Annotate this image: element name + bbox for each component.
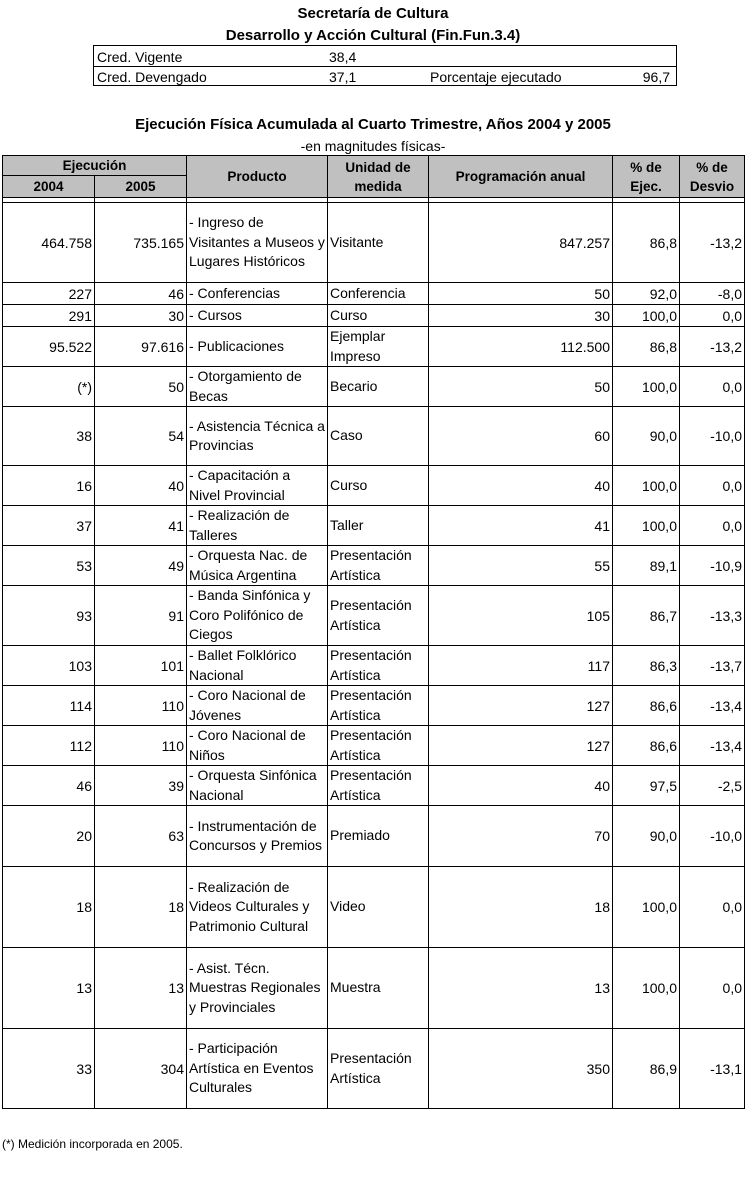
cell-desvio: 0,0 [680,367,745,407]
table-row [3,367,745,407]
cell-y2005: 41 [95,506,187,546]
cell-unidad: Becario [328,367,429,407]
cell-programacion: 40 [429,466,613,506]
table-row [3,546,745,586]
cell-desvio: -13,4 [680,726,745,766]
cell-programacion: 30 [429,305,613,327]
cell-programacion: 18 [429,867,613,948]
cell-y2005: 40 [95,466,187,506]
cell-y2005: 18 [95,867,187,948]
header-ejecucion: Ejecución [3,156,187,176]
cell-unidad: Video [328,867,429,948]
credits-row-devengado [94,66,676,86]
cell-unidad: Presentación Artística [328,1029,429,1109]
cell-ejec: 92,0 [613,283,680,305]
cell-y2004: 46 [3,766,95,806]
credit-vigente-label: Cred. Vigente [97,49,183,65]
table-row [3,586,745,646]
cell-ejec: 86,8 [613,327,680,367]
cell-y2004: 103 [3,646,95,686]
cell-programacion: 41 [429,506,613,546]
footnote: (*) Medición incorporada en 2005. [2,1137,183,1151]
cell-unidad: Taller [328,506,429,546]
table-row [3,867,745,948]
cell-y2004: 53 [3,546,95,586]
table-row [3,1029,745,1109]
cell-desvio: 0,0 [680,305,745,327]
cell-y2005: 50 [95,367,187,407]
cell-desvio: -2,5 [680,766,745,806]
cell-ejec: 86,6 [613,726,680,766]
cell-ejec: 90,0 [613,806,680,867]
table-row [3,327,745,367]
cell-ejec: 86,8 [613,203,680,283]
cell-producto: - Publicaciones [187,327,328,367]
cell-unidad: Conferencia [328,283,429,305]
table-row [3,203,745,283]
cell-desvio: -8,0 [680,283,745,305]
cell-unidad: Curso [328,305,429,327]
cell-producto: - Otorgamiento de Becas [187,367,328,407]
table-title: Ejecución Física Acumulada al Cuarto Trimestre, Años 2004 y 2005 [135,116,611,133]
document-subtitle: Desarrollo y Acción Cultural (Fin.Fun.3.4) [225,27,521,44]
cell-producto: - Asist. Técn. Muestras Regionales y Provinciales [187,948,328,1029]
header-2005: 2005 [95,176,187,198]
cell-producto: - Participación Artística en Eventos Culturales [187,1029,328,1109]
porcentaje-value: 96,7 [642,69,670,85]
cell-unidad: Presentación Artística [328,546,429,586]
cell-unidad: Premiado [328,806,429,867]
cell-producto: - Realización de Talleres [187,506,328,546]
cell-y2004: 20 [3,806,95,867]
cell-ejec: 90,0 [613,407,680,466]
cell-y2005: 30 [95,305,187,327]
cell-programacion: 40 [429,766,613,806]
credit-vigente-value: 38,4 [329,49,357,65]
table-row [3,506,745,546]
credit-devengado-value: 37,1 [329,69,357,85]
table-row [3,283,745,305]
cell-y2005: 304 [95,1029,187,1109]
cell-ejec: 86,6 [613,686,680,726]
cell-desvio: 0,0 [680,948,745,1029]
cell-programacion: 60 [429,407,613,466]
cell-desvio: -13,4 [680,686,745,726]
cell-producto: - Asistencia Técnica a Provincias [187,407,328,466]
cell-producto: - Coro Nacional de Jóvenes [187,686,328,726]
table-row [3,305,745,327]
cell-y2005: 46 [95,283,187,305]
cell-programacion: 847.257 [429,203,613,283]
cell-desvio: -10,0 [680,407,745,466]
porcentaje-label: Porcentaje ejecutado [430,69,562,85]
cell-ejec: 97,5 [613,766,680,806]
header-2004: 2004 [3,176,95,198]
cell-y2004: 18 [3,867,95,948]
cell-unidad: Visitante [328,203,429,283]
execution-table [2,155,745,1109]
cell-y2005: 54 [95,407,187,466]
cell-programacion: 55 [429,546,613,586]
cell-producto: - Cursos [187,305,328,327]
cell-ejec: 86,3 [613,646,680,686]
table-row [3,766,745,806]
cell-y2005: 49 [95,546,187,586]
cell-desvio: 0,0 [680,506,745,546]
cell-y2004: 227 [3,283,95,305]
cell-unidad: Caso [328,407,429,466]
cell-ejec: 100,0 [613,367,680,407]
cell-ejec: 100,0 [613,948,680,1029]
credit-devengado-label: Cred. Devengado [97,69,207,85]
cell-ejec: 86,9 [613,1029,680,1109]
cell-y2005: 39 [95,766,187,806]
cell-y2004: (*) [3,367,95,407]
cell-ejec: 100,0 [613,506,680,546]
cell-ejec: 86,7 [613,586,680,646]
header-producto: Producto [187,156,328,198]
credits-row-vigente [94,46,676,67]
table-row [3,948,745,1029]
table-body [3,198,745,1109]
cell-producto: - Banda Sinfónica y Coro Polifónico de Ciegos [187,586,328,646]
cell-desvio: -10,9 [680,546,745,586]
table-row [3,407,745,466]
cell-ejec: 89,1 [613,546,680,586]
header-programacion: Programación anual [429,156,613,198]
cell-y2004: 93 [3,586,95,646]
cell-unidad: Presentación Artística [328,766,429,806]
cell-y2004: 37 [3,506,95,546]
cell-desvio: 0,0 [680,867,745,948]
cell-y2005: 91 [95,586,187,646]
cell-producto: - Coro Nacional de Niños [187,726,328,766]
cell-y2004: 13 [3,948,95,1029]
cell-producto: - Ballet Folklórico Nacional [187,646,328,686]
cell-programacion: 50 [429,367,613,407]
cell-producto: - Instrumentación de Concursos y Premios [187,806,328,867]
cell-y2005: 97.616 [95,327,187,367]
cell-programacion: 70 [429,806,613,867]
cell-desvio: -13,7 [680,646,745,686]
table-row [3,466,745,506]
cell-desvio: -13,2 [680,327,745,367]
cell-unidad: Presentación Artística [328,646,429,686]
table-row [3,686,745,726]
cell-y2004: 464.758 [3,203,95,283]
cell-programacion: 117 [429,646,613,686]
cell-producto: - Capacitación a Nivel Provincial [187,466,328,506]
cell-y2005: 110 [95,686,187,726]
cell-ejec: 100,0 [613,305,680,327]
cell-y2004: 16 [3,466,95,506]
cell-desvio: -13,2 [680,203,745,283]
cell-unidad: Presentación Artística [328,686,429,726]
cell-desvio: -10,0 [680,806,745,867]
cell-y2004: 291 [3,305,95,327]
cell-programacion: 127 [429,686,613,726]
cell-programacion: 105 [429,586,613,646]
credits-box [93,45,677,86]
table-row [3,806,745,867]
table-subtitle: -en magnitudes físicas- [300,138,446,154]
cell-unidad: Presentación Artística [328,726,429,766]
cell-desvio: 0,0 [680,466,745,506]
cell-y2004: 33 [3,1029,95,1109]
cell-programacion: 350 [429,1029,613,1109]
table-row [3,646,745,686]
cell-programacion: 127 [429,726,613,766]
table-row [3,726,745,766]
cell-programacion: 50 [429,283,613,305]
document-title: Secretaría de Cultura [297,5,449,22]
cell-y2004: 112 [3,726,95,766]
cell-y2005: 101 [95,646,187,686]
cell-desvio: -13,1 [680,1029,745,1109]
cell-producto: - Ingreso de Visitantes a Museos y Lugares Históricos [187,203,328,283]
header-ejec: % de Ejec. [613,156,680,198]
cell-producto: - Conferencias [187,283,328,305]
cell-producto: - Orquesta Nac. de Música Argentina [187,546,328,586]
cell-y2005: 110 [95,726,187,766]
cell-y2005: 13 [95,948,187,1029]
cell-y2005: 63 [95,806,187,867]
cell-y2004: 38 [3,407,95,466]
cell-y2004: 95.522 [3,327,95,367]
cell-producto: - Orquesta Sinfónica Nacional [187,766,328,806]
cell-unidad: Muestra [328,948,429,1029]
cell-unidad: Ejemplar Impreso [328,327,429,367]
cell-y2005: 735.165 [95,203,187,283]
cell-unidad: Presentación Artística [328,586,429,646]
cell-ejec: 100,0 [613,867,680,948]
header-unidad: Unidad de medida [328,156,429,198]
cell-unidad: Curso [328,466,429,506]
cell-y2004: 114 [3,686,95,726]
cell-programacion: 13 [429,948,613,1029]
cell-ejec: 100,0 [613,466,680,506]
cell-desvio: -13,3 [680,586,745,646]
cell-programacion: 112.500 [429,327,613,367]
header-desvio: % de Desvio [680,156,745,198]
cell-producto: - Realización de Videos Culturales y Patrimonio Cultural [187,867,328,948]
